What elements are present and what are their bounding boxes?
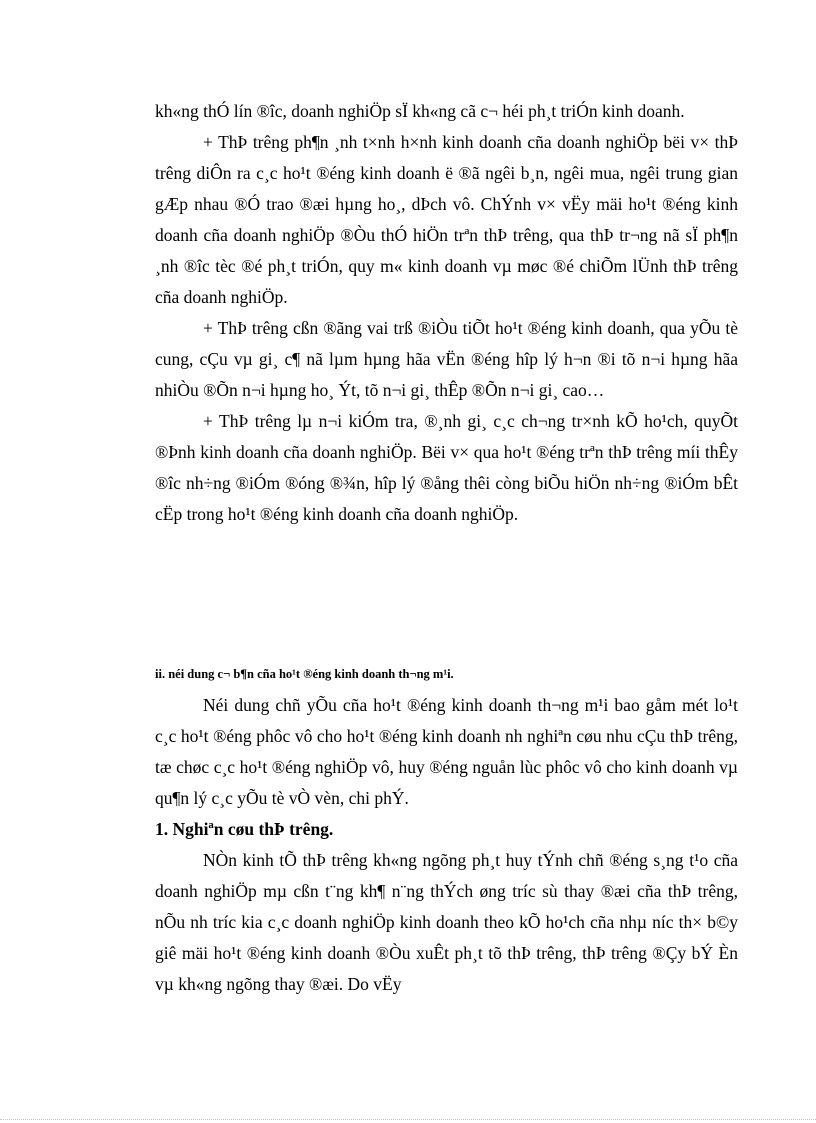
paragraph-main-content: Néi dung chñ yÕu cña ho¹t ®éng kinh doanh th¬ng m¹i bao gåm mét lo¹t c¸c ho¹t ®éng phôc vô cho ho¹t ®éng kinh doanh nh nghiªn cøu nhu cÇu thÞ trêng, tæ chøc c¸c ho¹t ®éng nghiÖp vô, huy ®éng nguån lùc phôc vô cho kinh doanh vµ qu¶n lý c¸c yÕu tè vÒ vèn, chi phÝ. <box>155 695 738 808</box>
paragraph-market-reflects: + ThÞ trêng ph¶n ¸nh t×nh h×nh kinh doanh cña doanh nghiÖp bëi v× thÞ trêng diÔn ra c¸c ho¹t ®éng kinh doanh ë ®ã ngêi b¸n, ngêi mua, ngêi trung gian gÆp nhau ®Ó trao ®æi hµng ho¸, dÞch vô. ChÝnh v× vËy mäi ho¹t ®éng kinh doanh cña doanh nghiÖp ®Òu thÓ hiÖn trªn thÞ trêng, qua thÞ tr¬ng nã sÏ ph¶n ¸nh ®îc tèc ®é ph¸t triÓn, quy m« kinh doanh vµ møc ®é chiÕm lÜnh thÞ trêng cña doanh nghiÖp. <box>155 132 738 307</box>
subheading-market-research: 1. Nghiªn cøu thÞ trêng. <box>155 819 334 839</box>
paragraph-market-economy: NÒn kinh tÕ thÞ trêng kh«ng ngõng ph¸t huy tÝnh chñ ®éng s¸ng t¹o cña doanh nghiÖp mµ cßn t¨ng kh¶ n¨ng thÝch øng tríc sù thay ®æi cña thÞ trêng, nÕu nh tríc kia c¸c doanh nghiÖp kinh doanh theo kÕ ho¹ch cña nhµ níc th× b©y giê mäi ho¹t ®éng kinh doanh ®Òu xuÊt ph¸t tõ thÞ trêng, thÞ trêng ®Çy bÝ Èn vµ kh«ng ngõng thay ®æi. Do vËy <box>155 850 738 994</box>
body-text-top <box>155 96 738 530</box>
paragraph-market-regulates: + ThÞ trêng cßn ®ãng vai trß ®iÒu tiÕt ho¹t ®éng kinh doanh, qua yÕu tè cung, cÇu vµ gi¸ c¶ nã lµm hµng hãa vËn ®éng hîp lý h¬n ®i tõ n¬i hµng hãa nhiÒu ®Õn n¬i hµng ho¸ Ýt, tõ n¬i gi¸ thÊp ®Õn n¬i gi¸ cao… <box>155 318 738 400</box>
section-heading: ii. néi dung c¬ b¶n cña ho¹t ®éng kinh doanh th¬ng m¹i. <box>155 667 454 681</box>
paragraph-market-evaluates: + ThÞ trêng lµ n¬i kiÓm tra, ®¸nh gi¸ c¸c ch¬ng tr×nh kÕ ho¹ch, quyÕt ®Þnh kinh doanh cña doanh nghiÖp. Bëi v× qua ho¹t ®éng trªn thÞ trêng míi thÊy ®îc nh÷ng ®iÓm ®óng ®¾n, hîp lý ®ång thêi còng biÕu hiÖn nh÷ng ®iÓm bÊt cËp trong ho¹t ®éng kinh doanh cña doanh nghiÖp. <box>155 411 738 524</box>
page-bottom-divider <box>0 1119 816 1120</box>
body-text-bottom <box>155 690 738 1000</box>
paragraph-continuation: kh«ng thÓ lín ®îc, doanh nghiÖp sÏ kh«ng cã c¬ héi ph¸t triÓn kinh doanh. <box>155 101 685 121</box>
